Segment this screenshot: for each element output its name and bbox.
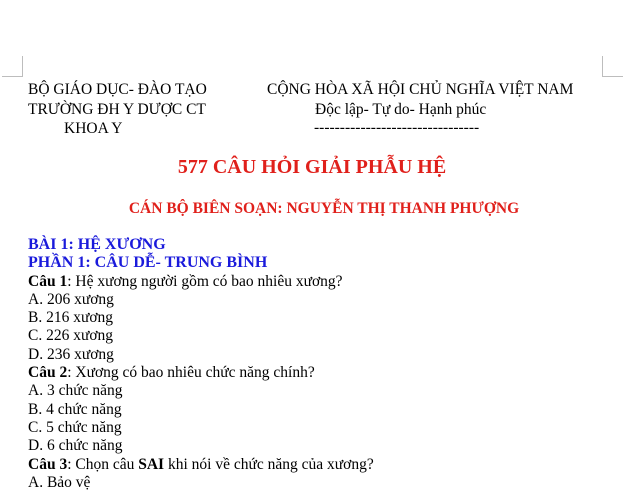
ministry-name: BỘ GIÁO DỤC- ĐÀO TẠO — [28, 81, 207, 98]
faculty-name: KHOA Y — [64, 120, 123, 137]
national-title: CỘNG HÒA XÃ HỘI CHỦ NGHĨA VIỆT NAM — [267, 81, 574, 98]
question-label: Câu 1 — [28, 272, 68, 290]
page-corner-marker-left — [2, 56, 23, 77]
document-author: CÁN BỘ BIÊN SOẠN: NGUYỄN THỊ THANH PHƯỢNG — [128, 200, 520, 217]
question-text: : Hệ xương người gồm có bao nhiêu xương? — [67, 272, 343, 290]
answer-option: A. 3 chức năng — [28, 382, 123, 400]
question-2 — [28, 364, 618, 382]
question-label: Câu 2 — [28, 364, 68, 382]
question-text-rest: khi nói về chức năng của xương? — [164, 455, 374, 473]
answer-option: C. 226 xương — [28, 327, 114, 345]
question-text: : Chọn câu — [67, 455, 139, 473]
answer-option: D. 236 xương — [28, 345, 114, 363]
header-divider: -------------------------------- — [314, 119, 480, 136]
answer-option: C. 5 chức năng — [28, 418, 122, 436]
document-title: 577 CÂU HỎI GIẢI PHẪU HỆ — [177, 156, 447, 178]
answer-option: B. 4 chức năng — [28, 400, 122, 418]
university-name: TRƯỜNG ĐH Y DƯỢC CT — [28, 101, 206, 118]
question-label: Câu 3 — [28, 455, 68, 473]
question-1 — [28, 273, 618, 291]
question-text: : Xương có bao nhiêu chức năng chính? — [67, 364, 315, 382]
answer-option: B. 216 xương — [28, 309, 114, 327]
answer-option: A. 206 xương — [28, 290, 114, 308]
question-3 — [28, 456, 618, 474]
document-body — [28, 236, 618, 492]
answer-option: D. 6 chức năng — [28, 437, 123, 455]
lesson-heading: BÀI 1: HỆ XƯƠNG — [28, 236, 166, 253]
answer-option: A. Bảo vệ — [28, 473, 91, 491]
page-corner-marker-right — [602, 56, 623, 77]
national-motto: Độc lập- Tự do- Hạnh phúc — [315, 101, 487, 118]
question-emphasis: SAI — [138, 455, 165, 473]
part-heading: PHẦN 1: CÂU DỄ- TRUNG BÌNH — [28, 254, 268, 272]
